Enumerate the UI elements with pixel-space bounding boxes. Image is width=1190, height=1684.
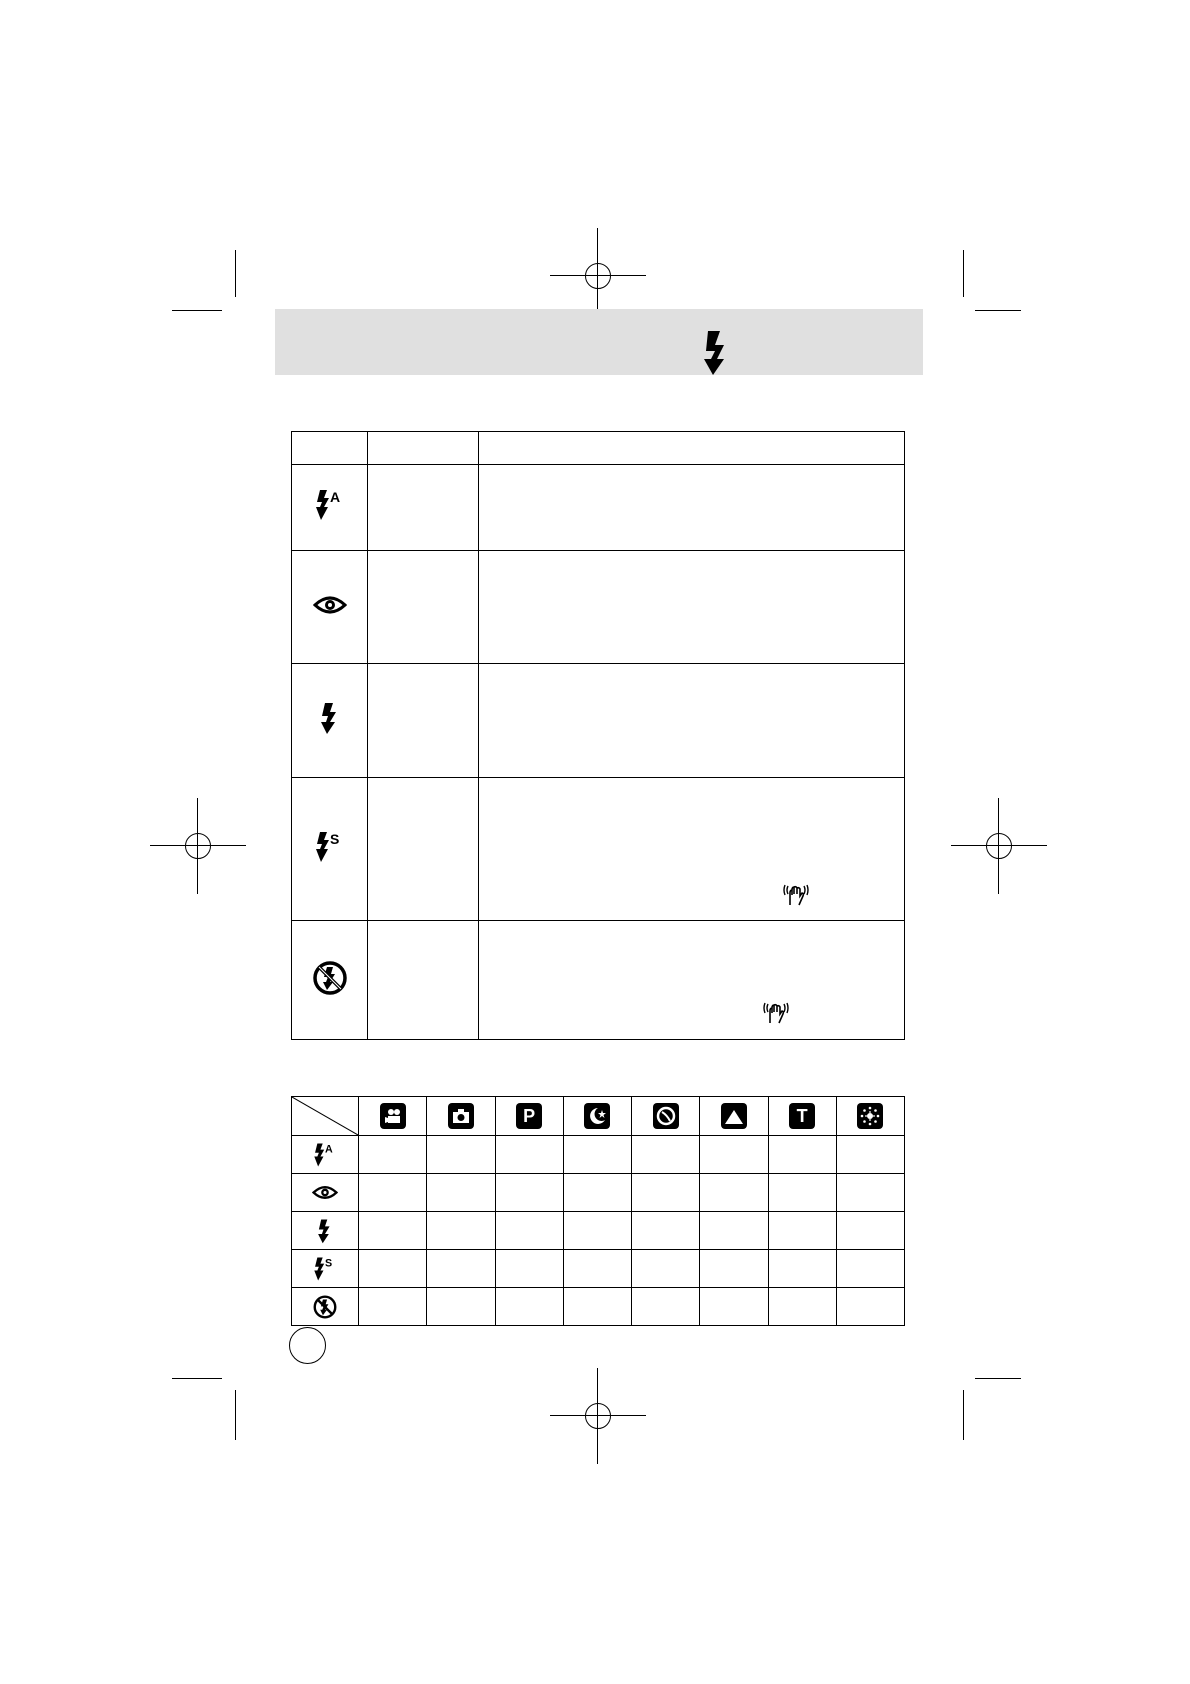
program-mode-icon bbox=[516, 1103, 542, 1129]
header-cell bbox=[479, 432, 905, 465]
section-header bbox=[275, 309, 923, 375]
table-row bbox=[292, 664, 905, 778]
corner-cell bbox=[292, 1097, 359, 1136]
table-row bbox=[292, 778, 905, 921]
table-cell bbox=[563, 1136, 631, 1174]
table-cell bbox=[359, 1174, 427, 1212]
landscape-icon bbox=[721, 1103, 747, 1129]
table-cell bbox=[563, 1250, 631, 1288]
registration-mark bbox=[550, 1368, 646, 1464]
table-cell bbox=[700, 1288, 768, 1326]
slow-sync-icon bbox=[313, 1256, 337, 1282]
mode-description-cell bbox=[479, 778, 905, 921]
auto-mode-icon bbox=[448, 1103, 474, 1129]
portrait-icon bbox=[653, 1103, 679, 1129]
table-cell bbox=[700, 1136, 768, 1174]
table-cell bbox=[768, 1212, 836, 1250]
table-row bbox=[292, 1136, 905, 1174]
table-cell bbox=[427, 1288, 495, 1326]
table-cell bbox=[427, 1250, 495, 1288]
table-cell bbox=[495, 1174, 563, 1212]
mode-letter: T bbox=[796, 1106, 808, 1126]
crop-mark bbox=[963, 250, 964, 297]
red-eye-icon bbox=[313, 594, 347, 616]
fireworks-icon bbox=[857, 1103, 883, 1129]
table-cell bbox=[768, 1136, 836, 1174]
flash-mode-table bbox=[291, 431, 905, 1040]
table-cell bbox=[495, 1250, 563, 1288]
table-cell bbox=[632, 1212, 700, 1250]
crop-mark bbox=[975, 1378, 1021, 1379]
crop-mark bbox=[235, 250, 236, 297]
mode-letter: S bbox=[329, 830, 339, 847]
table-cell bbox=[768, 1288, 836, 1326]
slow-sync-icon bbox=[315, 830, 345, 864]
mode-description-cell bbox=[479, 551, 905, 664]
table-cell bbox=[700, 1212, 768, 1250]
mode-name-cell bbox=[368, 465, 479, 551]
crop-mark bbox=[963, 1390, 964, 1440]
table-cell bbox=[427, 1136, 495, 1174]
table-cell bbox=[359, 1250, 427, 1288]
table-cell bbox=[563, 1288, 631, 1326]
table-cell bbox=[632, 1136, 700, 1174]
crop-mark bbox=[235, 1390, 236, 1440]
mode-letter: P bbox=[523, 1106, 536, 1126]
mode-description-cell bbox=[479, 664, 905, 778]
mode-letter: A bbox=[325, 1143, 333, 1156]
camera-shake-icon bbox=[782, 881, 810, 907]
table-cell bbox=[836, 1136, 904, 1174]
table-cell bbox=[836, 1212, 904, 1250]
registration-mark bbox=[951, 798, 1047, 894]
table-row bbox=[292, 921, 905, 1040]
text-mode-icon bbox=[789, 1103, 815, 1129]
mode-description-cell bbox=[479, 465, 905, 551]
flash-off-icon bbox=[311, 959, 349, 997]
camera-shake-icon bbox=[762, 999, 790, 1025]
table-row bbox=[292, 1288, 905, 1326]
table-cell bbox=[495, 1212, 563, 1250]
mode-name-cell bbox=[368, 778, 479, 921]
table-cell bbox=[427, 1212, 495, 1250]
table-cell bbox=[700, 1174, 768, 1212]
header-cell bbox=[368, 432, 479, 465]
flash-off-icon bbox=[312, 1294, 338, 1320]
registration-mark bbox=[150, 798, 246, 894]
mode-availability-table bbox=[291, 1096, 905, 1326]
table-cell bbox=[359, 1136, 427, 1174]
table-cell bbox=[563, 1174, 631, 1212]
table-cell bbox=[359, 1288, 427, 1326]
crop-mark bbox=[172, 1378, 222, 1379]
table-cell bbox=[836, 1288, 904, 1326]
table-row bbox=[292, 465, 905, 551]
table-header-row bbox=[292, 1097, 905, 1136]
mode-name-cell bbox=[368, 551, 479, 664]
table-cell bbox=[563, 1212, 631, 1250]
mode-name-cell bbox=[368, 664, 479, 778]
table-cell bbox=[768, 1250, 836, 1288]
table-header-row bbox=[292, 432, 905, 465]
mode-name-cell bbox=[368, 921, 479, 1040]
table-row bbox=[292, 1250, 905, 1288]
table-cell bbox=[427, 1174, 495, 1212]
table-cell bbox=[495, 1288, 563, 1326]
table-cell bbox=[836, 1250, 904, 1288]
table-cell bbox=[632, 1288, 700, 1326]
table-cell bbox=[632, 1174, 700, 1212]
page-number-circle bbox=[289, 1327, 326, 1364]
flash-auto-icon bbox=[315, 488, 345, 522]
table-row bbox=[292, 551, 905, 664]
mode-letter: S bbox=[325, 1257, 333, 1270]
movie-mode-icon bbox=[380, 1103, 406, 1129]
table-cell bbox=[700, 1250, 768, 1288]
flash-icon bbox=[702, 331, 736, 375]
crop-mark bbox=[172, 310, 222, 311]
table-cell bbox=[632, 1250, 700, 1288]
table-row bbox=[292, 1174, 905, 1212]
table-row bbox=[292, 1212, 905, 1250]
header-cell bbox=[292, 432, 368, 465]
flash-auto-icon bbox=[313, 1142, 337, 1168]
mode-letter: A bbox=[329, 489, 340, 505]
crop-mark bbox=[975, 310, 1021, 311]
table-cell bbox=[768, 1174, 836, 1212]
table-cell bbox=[495, 1136, 563, 1174]
mode-description-cell bbox=[479, 921, 905, 1040]
table-cell bbox=[359, 1212, 427, 1250]
fill-in-flash-icon bbox=[320, 701, 340, 735]
table-cell bbox=[836, 1174, 904, 1212]
red-eye-icon bbox=[312, 1184, 338, 1201]
night-scene-icon bbox=[584, 1103, 610, 1129]
fill-in-flash-icon bbox=[317, 1218, 333, 1244]
